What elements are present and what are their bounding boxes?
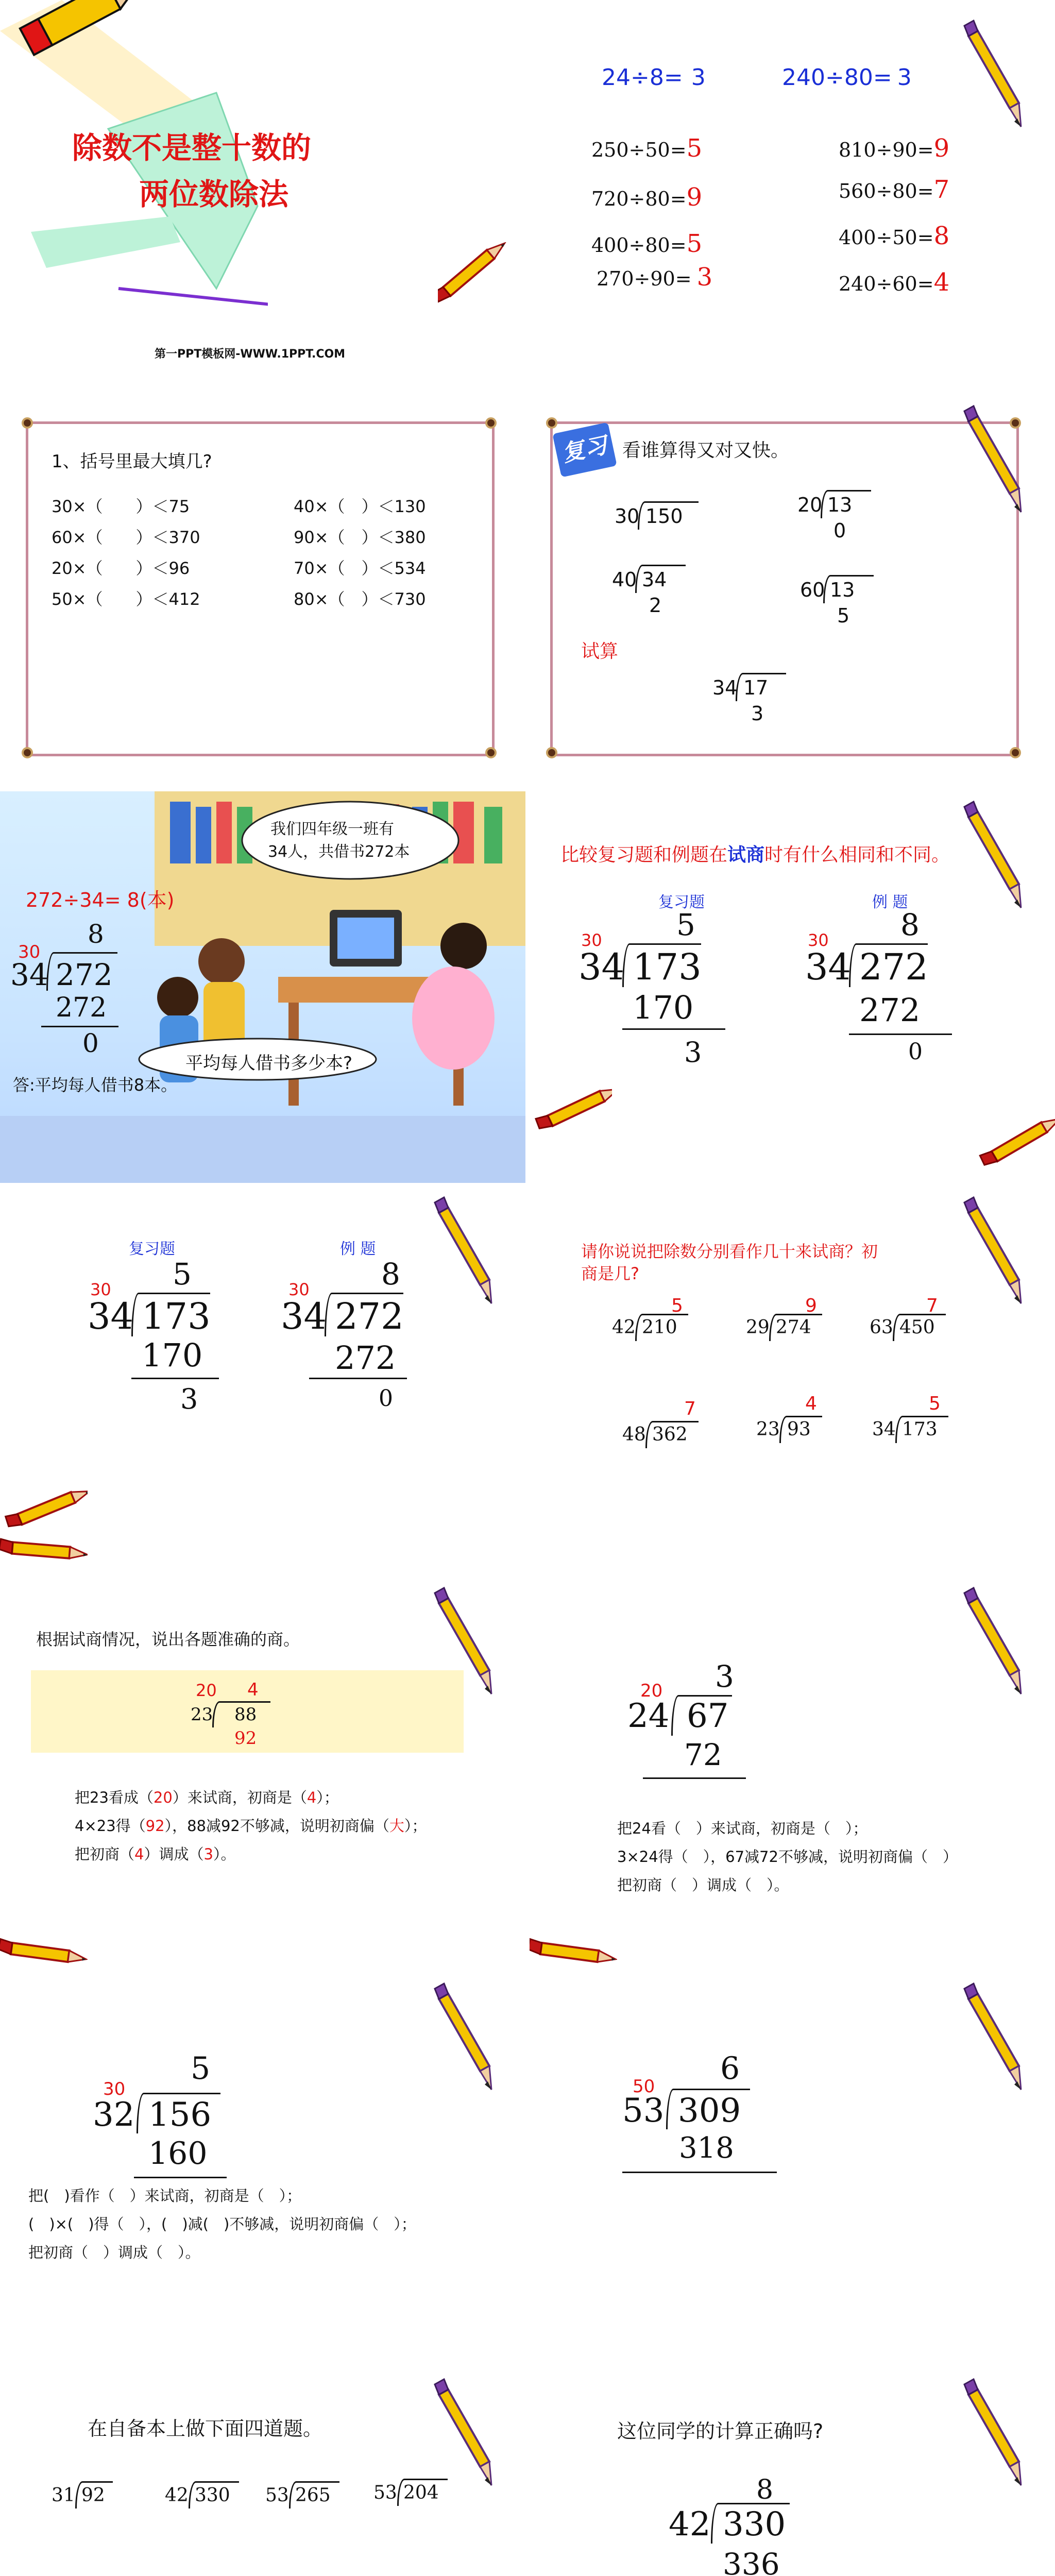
pencil-icon: [433, 1978, 520, 2112]
divisor: 42: [612, 1317, 636, 1338]
slide-review: [530, 396, 1055, 787]
dividend: 450: [899, 1317, 935, 1338]
warmup-row: 560÷80=7: [839, 175, 950, 204]
quotient: 7: [684, 1398, 696, 1419]
dividend: 150: [645, 505, 683, 528]
dividend: 34: [642, 568, 667, 591]
footer-text: 第一PPT模板网-WWW.1PPT.COM: [155, 348, 346, 361]
pencil-icon: [962, 1978, 1050, 2112]
divisor: 53: [265, 2485, 289, 2506]
explain-line-3: 把初商（ ）调成（ ）。: [28, 2244, 200, 2261]
dividend: 92: [81, 2485, 105, 2506]
equation: 272÷34= 8(本): [26, 889, 175, 911]
explain-line-1: 把24看（ ）来试商，初商是（ ）；: [617, 1820, 868, 1837]
subtraction-line: [309, 1378, 407, 1379]
warmup-row: 810÷90=9: [839, 134, 950, 163]
bracket-item: 40×（ ）＜130: [294, 497, 426, 516]
slide-title: [0, 0, 525, 392]
pencil-icon: [438, 242, 510, 304]
explain-line-2: ( )×( )得（ ），( )减( )不够减，说明初商偏（ ）；: [28, 2215, 416, 2233]
dividend: 362: [652, 1424, 688, 1445]
pencil-icon: [433, 1192, 520, 1326]
trial-quotient: 20: [196, 1681, 217, 1700]
speech-bubble-text-1: 我们四年级一班有: [270, 820, 394, 838]
slide-exercise: [0, 2374, 525, 2576]
quotient: 7: [926, 1295, 938, 1316]
pencil-icon: [962, 796, 1050, 930]
explain-line-2: 3×24得（ ），67减72不够减，说明初商偏（ ）: [617, 1848, 958, 1866]
pencil-icon: [0, 1918, 88, 1974]
dividend: 67: [687, 1697, 729, 1735]
remainder: 3: [684, 1036, 702, 1069]
divisor: 34: [805, 946, 852, 988]
question-heading: 1、括号里最大填几?: [52, 451, 212, 472]
slide-heading: 这位同学的计算正确吗?: [617, 2420, 824, 2443]
product: 170: [142, 1336, 203, 1374]
dividend: 13: [830, 579, 855, 601]
trial-label: 试算: [581, 641, 619, 662]
divisor: 31: [52, 2485, 75, 2506]
quotient: 5: [676, 907, 695, 942]
slide-heading: 根据试商情况，说出各题准确的商。: [36, 1630, 300, 1649]
remainder: 0: [82, 1028, 99, 1058]
divisor: 48: [622, 1424, 646, 1445]
pencil-icon: [962, 401, 1050, 535]
slide-check: [530, 2374, 1055, 2576]
dividend: 156: [148, 2096, 212, 2134]
product: 272: [859, 991, 921, 1029]
explain-line-1: 把23看成（20）来试商，初商是（4）；: [75, 1789, 339, 1806]
product: 160: [148, 2136, 208, 2172]
speech-bubble-text-2: 34人，共借书272本: [268, 843, 410, 861]
remainder: 3: [180, 1383, 198, 1415]
divisor: 34: [281, 1295, 327, 1337]
remainder: 5: [837, 604, 850, 627]
pencil-icon: [530, 1918, 617, 1974]
quotient: 8: [88, 919, 104, 949]
divisor: 20: [797, 494, 823, 516]
subtraction-line: [41, 1026, 118, 1027]
divisor: 24: [627, 1697, 670, 1735]
dividend: 93: [787, 1419, 811, 1440]
dividend: 88: [234, 1704, 257, 1725]
label-example: 例 题: [872, 893, 908, 911]
dividend: 330: [195, 2485, 230, 2506]
warmup-top-1: 24÷8= 3: [602, 64, 706, 91]
subtraction-line: [849, 1033, 952, 1035]
bracket-item: 70×（ ）＜534: [294, 558, 426, 578]
divisor: 42: [165, 2485, 189, 2506]
answer-text: 答:平均每人借书8本。: [13, 1075, 178, 1095]
product: 318: [679, 2131, 734, 2165]
quotient: 8: [381, 1257, 400, 1292]
divisor: 63: [870, 1317, 893, 1338]
dividend: 330: [723, 2505, 786, 2544]
slide-fill-brackets: [0, 396, 525, 787]
review-prompt: 看谁算得又对又快。: [622, 440, 790, 461]
divisor: 32: [93, 2096, 135, 2134]
remainder: 0: [833, 519, 846, 542]
explain-line-3: 把初商（4）调成（3）。: [75, 1845, 236, 1863]
quotient: 5: [173, 1257, 192, 1292]
title-line-1: 除数不是整十数的: [72, 130, 312, 165]
warmup-row: 400÷80=5: [591, 229, 703, 258]
subtraction-line: [643, 1777, 746, 1779]
product: 336: [723, 2547, 780, 2576]
slide-adjust-24: [530, 1583, 1055, 1974]
divisor: 42: [669, 2505, 711, 2544]
pencil-icon: [433, 1583, 520, 1717]
warmup-row: 400÷50=8: [839, 222, 950, 250]
slide-adjust-32: [0, 1978, 525, 2370]
compare-question: 比较复习题和例题在试商时有什么相同和不同。: [560, 844, 950, 866]
divisor: 34: [578, 946, 625, 988]
divisor: 34: [872, 1419, 896, 1440]
slide-compare: [530, 791, 1055, 1183]
review-badge: 复习: [552, 422, 617, 478]
subtraction-line: [131, 1378, 219, 1379]
dividend: 272: [335, 1295, 404, 1337]
slide-warmup: [530, 0, 1055, 392]
dividend: 173: [902, 1419, 938, 1440]
pencil-icon: [962, 15, 1050, 149]
dividend: 13: [827, 494, 853, 516]
bracket-item: 20×（ ）＜96: [52, 558, 190, 578]
dividend: 17: [743, 676, 769, 699]
divisor: 40: [612, 568, 637, 591]
remainder: 2: [649, 594, 662, 617]
product: 170: [633, 989, 694, 1026]
dividend: 274: [776, 1317, 811, 1338]
dividend: 210: [642, 1317, 677, 1338]
trial-quotient: 30: [18, 942, 41, 962]
quotient: 4: [247, 1680, 259, 1700]
trial-quotient: 30: [581, 930, 602, 950]
bracket-item: 50×（ ）＜412: [52, 589, 200, 609]
pencil-icon: [962, 1192, 1050, 1326]
warmup-row: 720÷80=9: [591, 183, 703, 212]
quotient: 8: [900, 907, 920, 942]
dividend: 173: [633, 946, 702, 988]
trial-quotient: 30: [808, 930, 829, 950]
question-line-1: 请你说说把除数分别看作几十来试商？初: [581, 1242, 878, 1261]
label-review: 复习题: [129, 1240, 175, 1258]
explain-line-1: 把( )看作（ ）来试商，初商是（ ）；: [28, 2187, 302, 2205]
quotient: 8: [756, 2475, 774, 2505]
speech-bubble-question: 平均每人借书多少本?: [185, 1053, 353, 1074]
quotient: 5: [929, 1393, 941, 1414]
slide-adjust-53: [530, 1978, 1055, 2370]
trial-quotient: 30: [288, 1280, 310, 1299]
pencil-icon: [962, 1583, 1050, 1717]
dividend: 309: [678, 2092, 741, 2130]
slide-trial-quotient: [530, 1187, 1055, 1579]
product: 272: [56, 992, 107, 1023]
question-line-2: 商是几?: [581, 1264, 639, 1283]
warmup-row: 240÷60=4: [839, 268, 950, 297]
divisor: 29: [746, 1317, 770, 1338]
product: 72: [684, 1737, 722, 1772]
quotient: 6: [720, 2050, 740, 2087]
quotient: 5: [671, 1295, 683, 1316]
pencil-icon: [433, 2374, 520, 2508]
divisor: 53: [373, 2482, 397, 2503]
title-line-2: 两位数除法: [139, 177, 289, 212]
divisor: 34: [88, 1295, 134, 1337]
slide-story: [0, 791, 525, 1183]
quotient: 3: [715, 1659, 734, 1694]
product: 92: [234, 1728, 257, 1749]
pencil-icon: [973, 1111, 1055, 1173]
bracket-item: 80×（ ）＜730: [294, 589, 426, 609]
bracket-item: 90×（ ）＜380: [294, 528, 426, 547]
dividend: 173: [142, 1295, 211, 1337]
warmup-row: 250÷50=5: [591, 134, 703, 163]
dividend: 204: [403, 2482, 439, 2503]
bracket-item: 60×（ ）＜370: [52, 528, 200, 547]
pencil-icon: [530, 1080, 612, 1131]
remainder: 3: [751, 702, 764, 725]
subtraction-line: [622, 2172, 777, 2173]
divisor: 23: [191, 1704, 213, 1725]
dividend: 265: [295, 2485, 331, 2506]
subtraction-line: [134, 2177, 227, 2178]
label-review: 复习题: [658, 893, 705, 911]
remainder: 0: [379, 1385, 393, 1412]
divisor: 23: [756, 1419, 780, 1440]
label-example: 例 题: [340, 1240, 376, 1258]
remainder: 0: [908, 1039, 923, 1065]
dividend: 272: [859, 946, 928, 988]
trial-quotient: 50: [633, 2076, 655, 2097]
divisor: 34: [712, 676, 738, 699]
bracket-item: 30×（ ）＜75: [52, 497, 190, 516]
dividend: 272: [56, 957, 113, 992]
slide-compare-2: [0, 1187, 525, 1579]
subtraction-line: [622, 1028, 725, 1030]
divisor: 34: [10, 957, 48, 992]
trial-quotient: 30: [103, 2079, 126, 2099]
explain-line-2: 4×23得（92），88减92不够减，说明初商偏（大）；: [75, 1817, 427, 1835]
quotient: 5: [191, 2050, 211, 2087]
slide-heading: 在自备本上做下面四道题。: [88, 2417, 323, 2440]
slide-adjust-quotient: [0, 1583, 525, 1974]
pencil-icon: [0, 1517, 88, 1573]
divisor: 60: [800, 579, 825, 601]
warmup-top-2: 240÷80= 3: [782, 64, 912, 91]
warmup-row: 270÷90= 3: [597, 263, 713, 292]
quotient: 9: [805, 1295, 817, 1316]
product: 272: [335, 1339, 396, 1377]
divisor: 30: [615, 505, 640, 528]
quotient: 4: [805, 1393, 817, 1414]
divisor: 53: [622, 2092, 665, 2130]
trial-quotient: 30: [90, 1280, 111, 1299]
explain-line-3: 把初商（ ）调成（ ）。: [617, 1876, 789, 1894]
pencil-icon: [962, 2374, 1050, 2508]
trial-quotient: 20: [640, 1681, 663, 1701]
